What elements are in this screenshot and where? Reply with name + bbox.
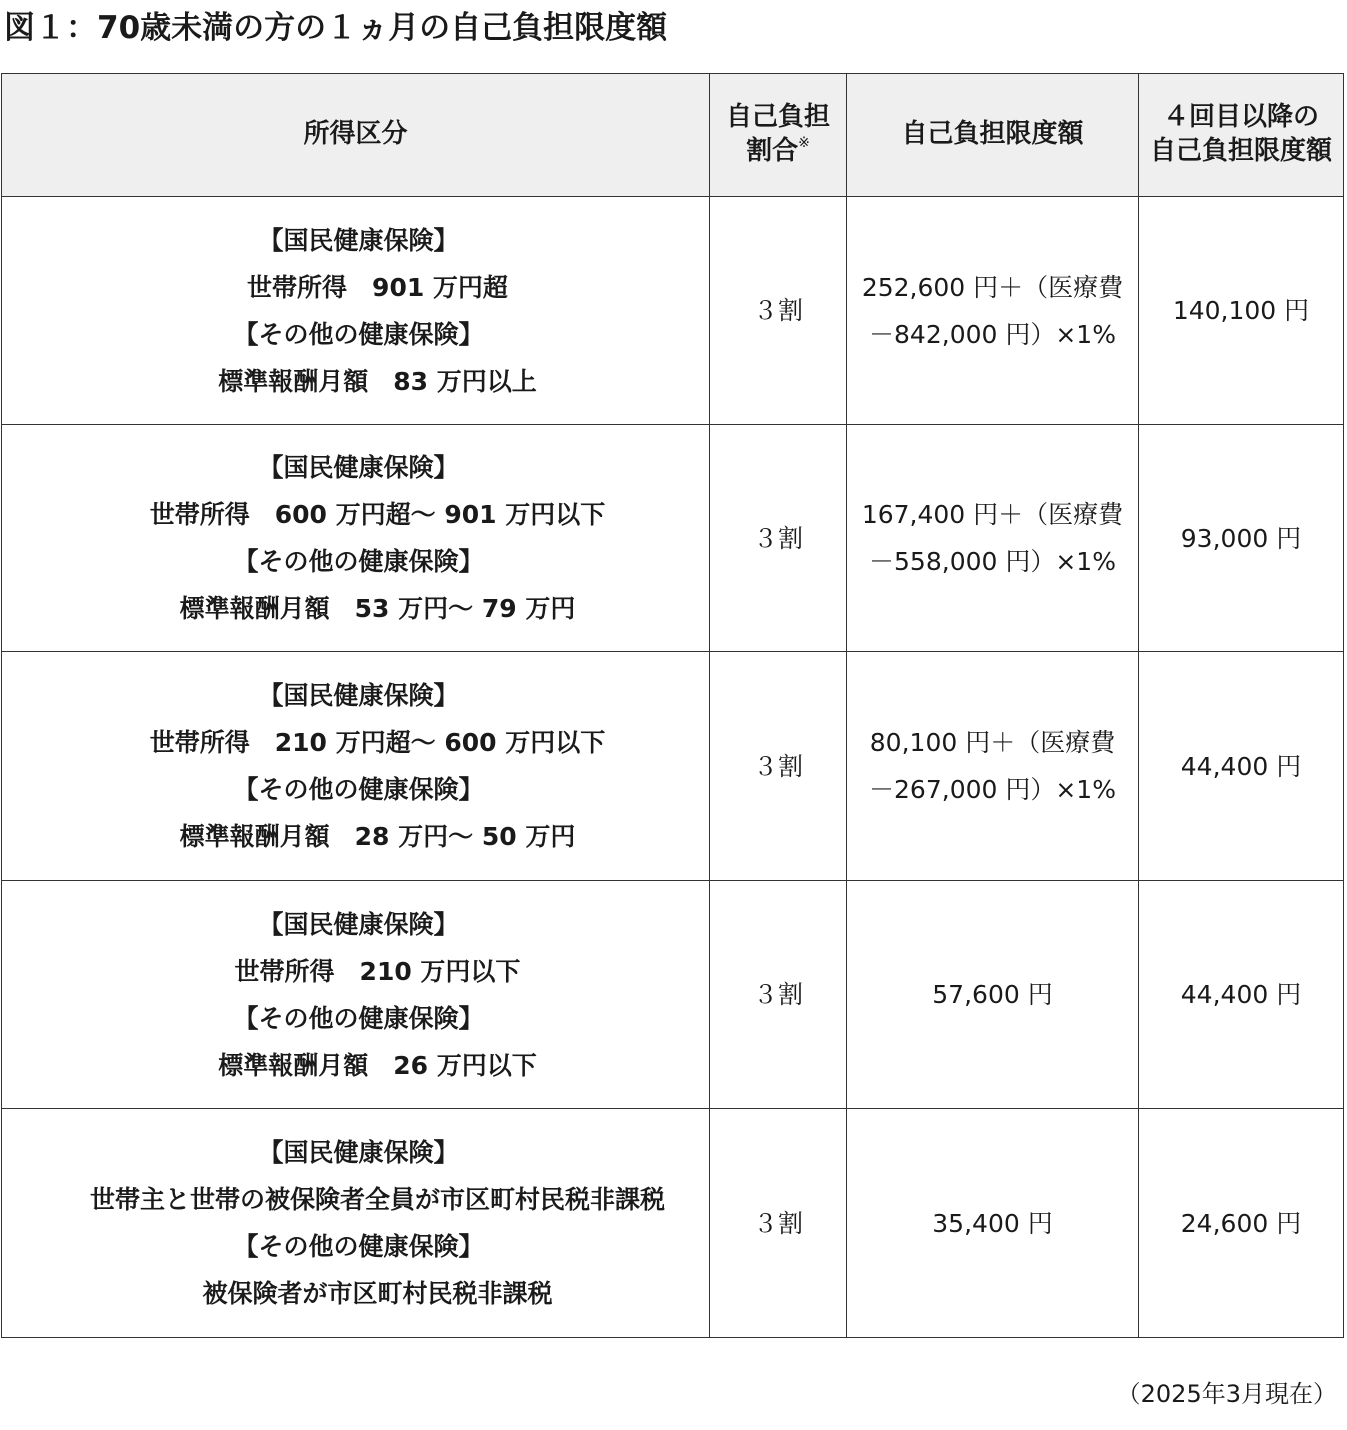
table-row [2,652,1344,881]
fourth-limit-cell: 93,000 円 [1139,425,1344,652]
table-row [2,881,1344,1109]
header-rate: 自己負担 割合※ [710,74,847,197]
table-row [2,1109,1344,1338]
rate-cell: ３割 [710,1109,847,1338]
fourth-limit-cell: 44,400 円 [1139,881,1344,1109]
limit-cell: 80,100 円＋（医療費 －267,000 円）×1% [847,652,1139,881]
fourth-limit-cell: 24,600 円 [1139,1109,1344,1338]
note-mark: ※ [798,135,810,152]
as-of-note: （2025年3月現在） [1116,1380,1337,1408]
limit-cell: 57,600 円 [847,881,1139,1109]
header-row [2,74,1344,197]
table-row [2,425,1344,652]
limit-cell: 35,400 円 [847,1109,1139,1338]
limit-cell: 252,600 円＋（医療費 －842,000 円）×1% [847,197,1139,425]
rate-cell: ３割 [710,197,847,425]
income-cell: 【国民健康保険】 世帯所得 901 万円超 【その他の健康保険】 標準報酬月額 83 万円以上 [2,197,710,425]
income-cell: 【国民健康保険】 世帯主と世帯の被保険者全員が市区町村民税非課税 【その他の健康保険】 被保険者が市区町村民税非課税 [2,1109,710,1338]
rate-cell: ３割 [710,881,847,1109]
rate-cell: ３割 [710,652,847,881]
table-row [2,197,1344,425]
cost-limit-table [1,73,1344,1338]
fourth-limit-cell: 140,100 円 [1139,197,1344,425]
income-cell: 【国民健康保険】 世帯所得 210 万円以下 【その他の健康保険】 標準報酬月額 26 万円以下 [2,881,710,1109]
header-income: 所得区分 [2,74,710,197]
limit-cell: 167,400 円＋（医療費 －558,000 円）×1% [847,425,1139,652]
rate-cell: ３割 [710,425,847,652]
header-limit: 自己負担限度額 [847,74,1139,197]
fourth-limit-cell: 44,400 円 [1139,652,1344,881]
income-cell: 【国民健康保険】 世帯所得 600 万円超～ 901 万円以下 【その他の健康保険】 標準報酬月額 53 万円～ 79 万円 [2,425,710,652]
header-fourth: ４回目以降の 自己負担限度額 [1139,74,1344,197]
page-title: 図１：70歳未満の方の１ヵ月の自己負担限度額 [4,10,668,46]
income-cell: 【国民健康保険】 世帯所得 210 万円超～ 600 万円以下 【その他の健康保険】 標準報酬月額 28 万円～ 50 万円 [2,652,710,881]
